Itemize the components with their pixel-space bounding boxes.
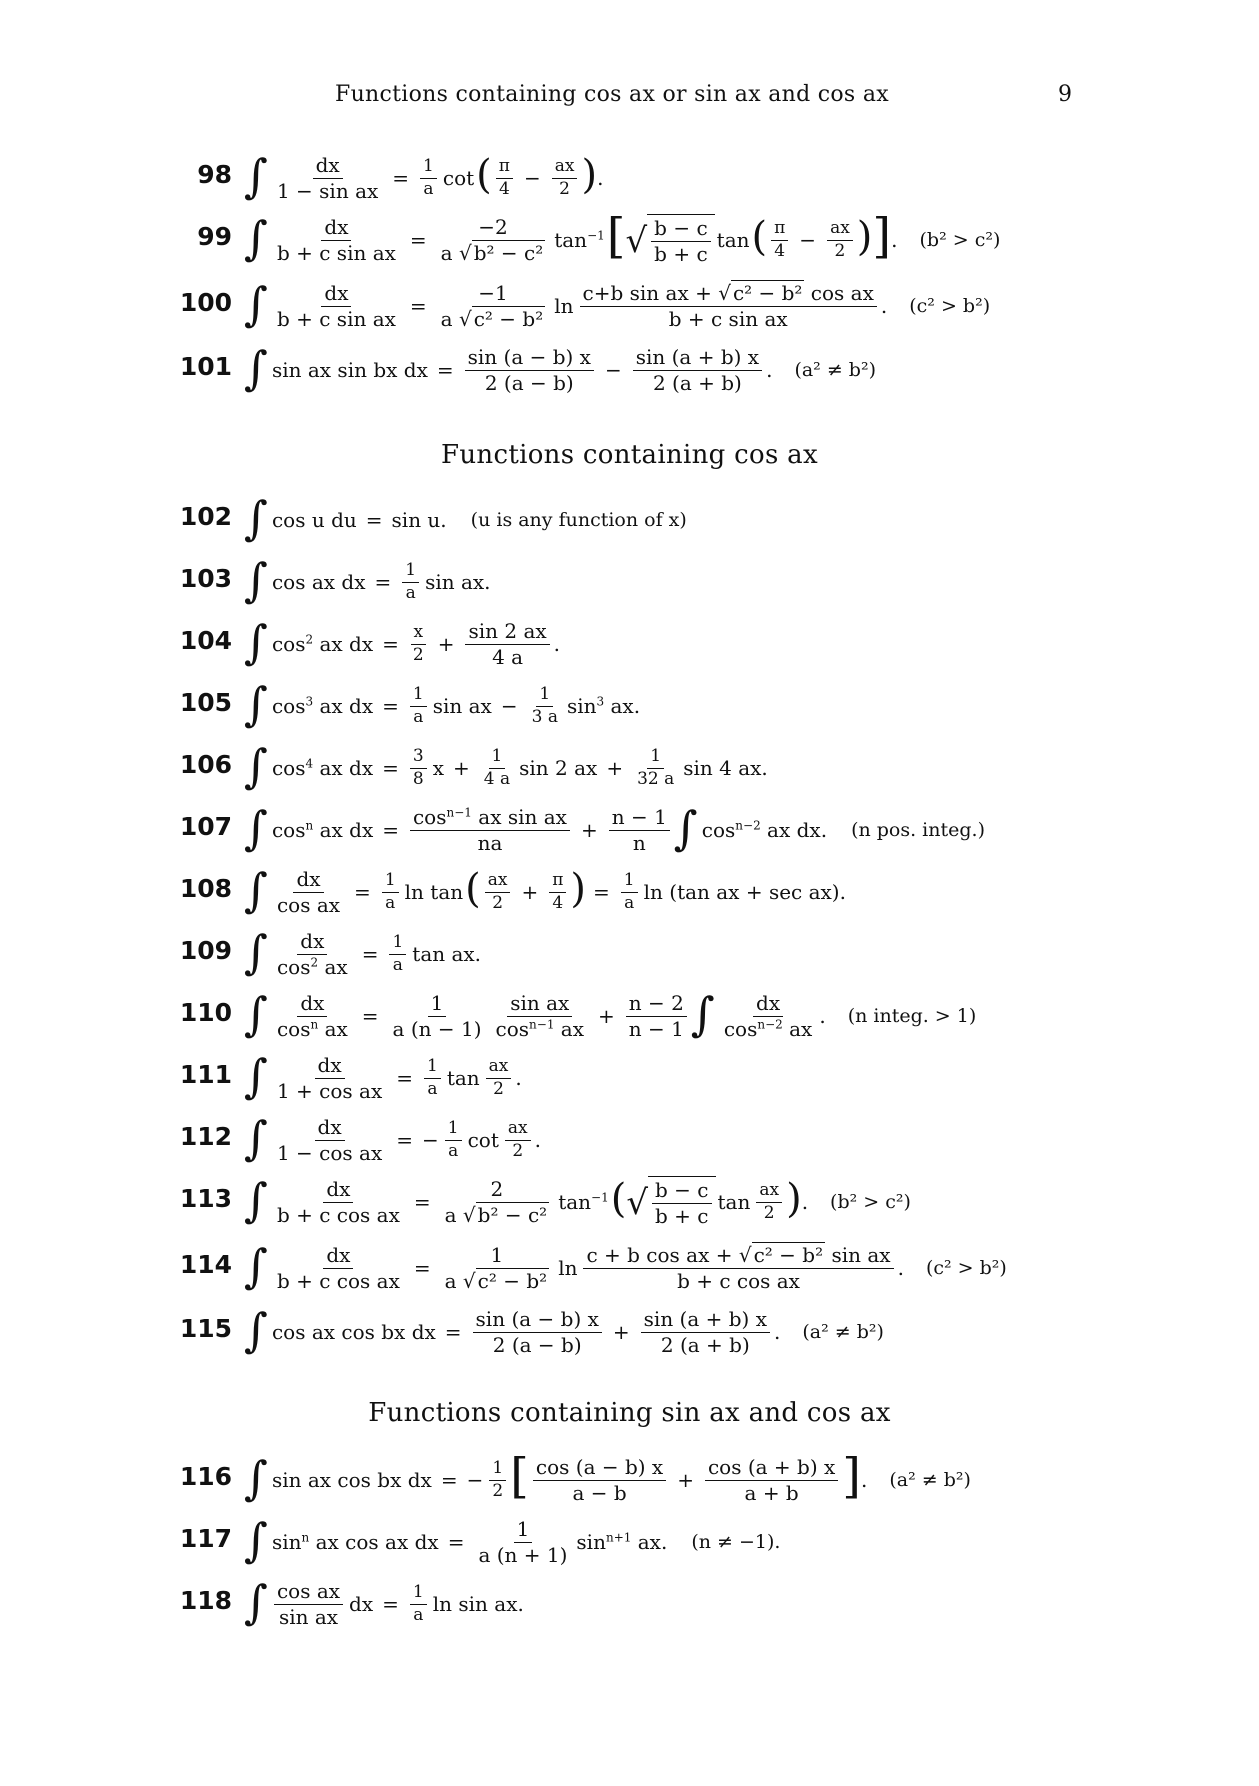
formula-104	[0, 614, 1259, 674]
integral-sign: ∫	[244, 1303, 268, 1357]
formula-106	[0, 738, 1259, 798]
formula-109	[0, 924, 1259, 984]
formula-expression: ∫ $\cos^3$ ax dx = $\frac{1}{a}$ sin ax − $\frac{1}{3 a}$ $\sin^3$ ax.	[244, 677, 641, 731]
formula-103	[0, 552, 1259, 612]
section-heading: Functions containing sin ax and cos ax	[368, 1398, 891, 1428]
formula-number: 106	[179, 750, 232, 779]
formula-expression: ∫ cos ax dx = $\frac{1}{a}$ sin ax.	[244, 553, 491, 607]
formula-expression: ∫ $\frac{dx}{\text{1 + cos ax}}$ = $\frac{1}{a}$ tan $\frac{ax}{2}$ .	[244, 1049, 522, 1103]
page-header	[0, 82, 1259, 122]
formula-number: 105	[179, 688, 232, 717]
integral-sign: ∫	[244, 801, 268, 855]
formula-expression: ∫ cos ax cos bx dx = $\frac{\sin (a - b) x}{2 (a - b)}$ + $\frac{\sin (a + b) x}{2 (a + b)}$ . (a² ≠ b²)	[244, 1303, 884, 1357]
formula-expression: ∫ $\frac{dx}{\text{b + c cos ax}}$ = $\frac{1}{\text{a √ c² − b²}}$ ln $\frac{\text{c + b cos ax + √ c² − b² sin ax}}{\text{b + c cos ax}}$ . (c² > b²)	[244, 1239, 1007, 1293]
formula-expression: ∫ $\cos^n$ ax dx = $\frac{\cos^{n-1} ax \sin ax}{na}$ + $\frac{n - 1}{n}$ ∫ $\cos^{n-2}$ ax dx. (n pos. integ.)	[244, 801, 985, 855]
section-heading: Functions containing cos ax	[441, 440, 818, 470]
formula-number: 109	[179, 936, 232, 965]
running-head: Functions containing cos ax or sin ax and cos ax	[335, 82, 889, 107]
integral-sign: ∫	[244, 491, 268, 545]
formula-110	[0, 986, 1259, 1046]
integral-sign: ∫	[244, 1575, 268, 1629]
formula-expression: ∫ $\cos^2$ ax dx = $\frac{x}{2}$ + $\frac{\sin 2 ax}{4 a}$ .	[244, 615, 561, 669]
formula-expression: ∫ sin ax cos bx dx = − $\frac{1}{2}$ [ $\frac{\cos (a - b) x}{a - b}$ + $\frac{\cos (a + b) x}{a + b}$ ] . (a² ≠ b²)	[244, 1448, 971, 1505]
formula-99	[0, 210, 1259, 270]
page-number: 9	[1058, 82, 1072, 107]
integral-sign: ∫	[244, 1111, 268, 1165]
formula-number: 115	[179, 1314, 232, 1343]
formula-number: 118	[179, 1586, 232, 1615]
formula-condition: (c² > b²)	[925, 1257, 1007, 1279]
formula-number: 112	[179, 1122, 232, 1151]
integral-sign: ∫	[244, 1513, 268, 1567]
formula-expression: ∫ $\sin^n$ ax cos ax dx = $\frac{1}{a (n + 1)}$ $\sin^{n+1}$ ax. (n ≠ −1).	[244, 1513, 781, 1567]
formula-expression: ∫ sin ax sin bx dx = $\frac{\sin (a - b) x}{2 (a - b)}$ − $\frac{\sin (a + b) x}{2 (a + b)}$ . (a² ≠ b²)	[244, 341, 876, 395]
integral-sign: ∫	[673, 801, 698, 855]
formula-number: 114	[179, 1250, 232, 1279]
formula-100	[0, 276, 1259, 336]
integral-sign: ∫	[244, 1173, 268, 1227]
formula-condition: (n integ. > 1)	[847, 1005, 977, 1027]
integral-sign: ∫	[244, 615, 268, 669]
formula-108	[0, 862, 1259, 922]
integral-sign: ∫	[244, 739, 268, 793]
formula-expression: ∫ cos u du = sin u. (u is any function of x)	[244, 491, 687, 545]
formula-number: 103	[179, 564, 232, 593]
formula-condition: (a² ≠ b²)	[794, 359, 876, 381]
integral-sign: ∫	[244, 277, 268, 331]
formula-number: 110	[179, 998, 232, 1027]
formula-condition: (a² ≠ b²)	[889, 1469, 971, 1491]
formula-expression: ∫ $\frac{dx}{\text{1 − cos ax}}$ = − $\frac{1}{a}$ cot $\frac{ax}{2}$ .	[244, 1111, 541, 1165]
formula-115	[0, 1302, 1259, 1362]
formula-117	[0, 1512, 1259, 1572]
formula-116	[0, 1450, 1259, 1510]
integral-sign: ∫	[244, 553, 268, 607]
formula-number: 104	[179, 626, 232, 655]
integral-sign: ∫	[244, 987, 268, 1041]
formula-expression: ∫ $\frac{dx}{\cos^n ax}$ = $\frac{1}{a (n - 1)}$ $\frac{\text{sin ax}}{\cos^{n-1} ax}$ + $\frac{n - 2}{n - 1}$ ∫ $\frac{dx}{\cos^{n-2} ax}$ . (n integ. > 1)	[244, 987, 977, 1041]
integral-sign: ∫	[244, 677, 268, 731]
formula-105	[0, 676, 1259, 736]
integral-sign: ∫	[244, 341, 268, 395]
formula-number: 117	[179, 1524, 232, 1553]
formula-condition: (b² > c²)	[919, 229, 1001, 251]
formula-expression: ∫ $\frac{dx}{\text{1 − sin ax}}$ = $\frac{1}{a}$ cot ( $\frac{\pi}{4}$ − $\frac{ax}{2}$ ) .	[244, 149, 604, 203]
formula-condition: (n ≠ −1).	[691, 1531, 781, 1553]
formula-118	[0, 1574, 1259, 1634]
formula-expression: ∫ $\cos^4$ ax dx = $\frac{3}{8}$ x + $\frac{1}{4 a}$ sin 2 ax + $\frac{1}{32 a}$ sin 4 ax.	[244, 739, 768, 793]
formula-number: 99	[197, 222, 232, 251]
formula-expression: ∫ $\frac{dx}{\text{cos ax}}$ = $\frac{1}{a}$ ln tan ( $\frac{ax}{2}$ + $\frac{\pi}{4}$ ) = $\frac{1}{a}$ ln (tan ax + sec ax).	[244, 863, 846, 917]
formula-113	[0, 1172, 1259, 1232]
formula-expression: ∫ $\frac{dx}{\cos^2 ax}$ = $\frac{1}{a}$ tan ax.	[244, 925, 482, 979]
integral-sign: ∫	[244, 925, 268, 979]
formula-101	[0, 340, 1259, 400]
formula-102	[0, 490, 1259, 550]
formula-condition: (b² > c²)	[830, 1191, 911, 1213]
formula-expression: ∫ $\frac{dx}{\text{b + c sin ax}}$ = $\frac{-2}{\text{a √ b² − c²}}$ $\tan^{-1}$ [ √ $\frac{b - c}{b + c}$ tan ( $\frac{\pi}{4}$ − $\frac{ax}{2}$ ) ] . (b² > c²)	[244, 208, 1001, 266]
formula-expression: ∫ $\frac{dx}{\text{b + c cos ax}}$ = $\frac{2}{\text{a √ b² − c²}}$ $\tan^{-1}$ ( √ $\frac{b - c}{b + c}$ tan $\frac{ax}{2}$ ) . (b² > c²)	[244, 1173, 911, 1228]
integral-sign: ∫	[244, 1451, 268, 1505]
formula-number: 98	[197, 160, 232, 189]
formula-number: 113	[179, 1184, 232, 1213]
formula-112	[0, 1110, 1259, 1170]
integral-sign: ∫	[244, 211, 268, 265]
formula-condition: (a² ≠ b²)	[802, 1321, 884, 1343]
formula-number: 111	[179, 1060, 232, 1089]
formula-condition: (n pos. integ.)	[851, 819, 985, 841]
formula-number: 116	[179, 1462, 232, 1491]
integral-sign: ∫	[244, 149, 268, 203]
formula-expression: ∫ $\frac{dx}{\text{b + c sin ax}}$ = $\frac{-1}{\text{a √ c² − b²}}$ ln $\frac{\text{c+b sin ax + √ c² − b² cos ax}}{\text{b + c sin ax}}$ . (c² > b²)	[244, 277, 991, 331]
formula-note: (u is any function of x)	[470, 509, 687, 531]
formula-111	[0, 1048, 1259, 1108]
formula-number: 102	[179, 502, 232, 531]
integral-sign: ∫	[244, 1049, 268, 1103]
formula-number: 107	[179, 812, 232, 841]
formula-number: 108	[179, 874, 232, 903]
formula-number: 101	[179, 352, 232, 381]
integral-sign: ∫	[244, 863, 268, 917]
formula-98	[0, 148, 1259, 208]
formula-114	[0, 1238, 1259, 1298]
integral-sign: ∫	[244, 1239, 268, 1293]
formula-107	[0, 800, 1259, 860]
integral-sign: ∫	[690, 987, 715, 1041]
formula-number: 100	[179, 288, 232, 317]
formula-condition: (c² > b²)	[909, 295, 991, 317]
formula-expression: ∫ $\frac{\text{cos ax}}{\text{sin ax}}$ dx = $\frac{1}{a}$ ln sin ax.	[244, 1575, 524, 1629]
